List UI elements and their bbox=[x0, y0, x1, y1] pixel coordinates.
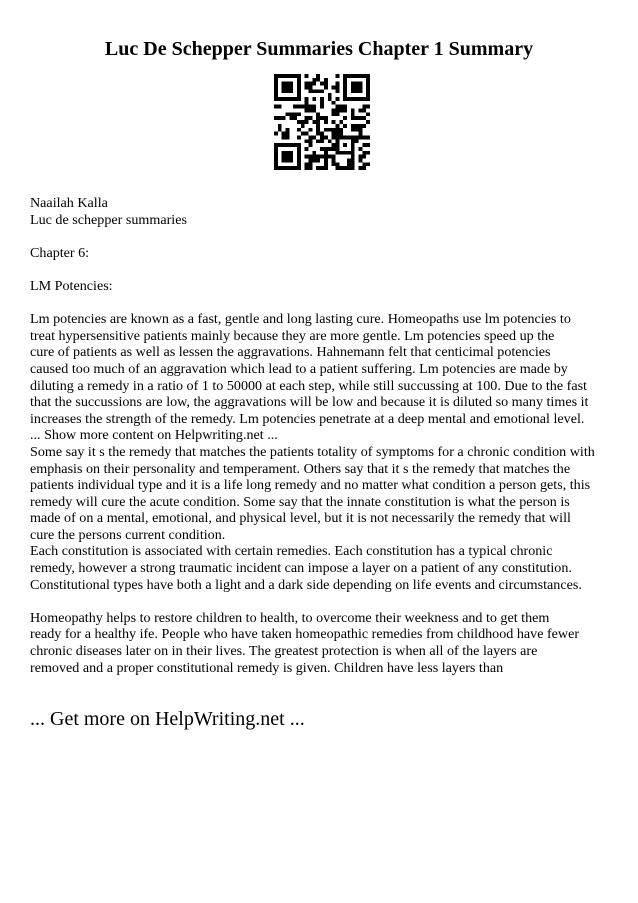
text-line: that the succussions are low, the aggravations will be low and because it is diluted so many times it bbox=[30, 394, 589, 411]
section-heading: LM Potencies: bbox=[30, 277, 113, 294]
text-line: Each constitution is associated with certain remedies. Each constitution has a typical chronic bbox=[30, 543, 553, 560]
chapter-heading: Chapter 6: bbox=[30, 244, 90, 261]
document-subtitle: Luc de schepper summaries bbox=[30, 211, 187, 228]
text-line: remedy will cure the acute condition. Some say that the innate constitution is what the person is bbox=[30, 493, 570, 510]
text-line: cure the persons current condition. bbox=[30, 526, 226, 543]
text-line: Constitutional types have both a light and a dark side depending on life events and circumstances. bbox=[30, 576, 582, 593]
text-line: treat hypersensitive patients mainly because they are more gentle. Lm potencies speed up the bbox=[30, 327, 555, 344]
paragraph-lm-potencies bbox=[30, 311, 620, 427]
paragraph-constitution-remedies bbox=[30, 543, 620, 593]
text-line: patients individual type and it is a life long remedy and no matter what condition a person gets, this bbox=[30, 477, 591, 494]
text-line: cure of patients as well as lessen the aggravations. Hahnemann felt that centicimal potencies bbox=[30, 344, 551, 361]
text-line: chronic diseases later on in their lives. The greatest protection is when all of the layers are bbox=[30, 643, 538, 660]
text-line: Homeopathy helps to restore children to health, to overcome their weekness and to get them bbox=[30, 609, 550, 626]
text-line: emphasis on their personality and temperament. Others say that it s the remedy that matches the bbox=[30, 460, 571, 477]
text-line: diluting a remedy in a ratio of 1 to 50000 at each step, while still succussing at 100. Due to the fast bbox=[30, 377, 587, 394]
text-line: made of on a mental, emotional, and physical level, but it is not necessarily the remedy that will bbox=[30, 510, 571, 527]
get-more-link[interactable]: ... Get more on HelpWriting.net ... bbox=[30, 708, 305, 730]
text-line: caused too much of an aggravation which lead to a patient suffering. Lm potencies are made by bbox=[30, 360, 568, 377]
text-line: remedy, however a strong traumatic incident can impose a layer on a patient of any constitution. bbox=[30, 560, 572, 577]
document-body bbox=[30, 195, 620, 676]
paragraph-homeopathy-children bbox=[30, 610, 620, 676]
page-title: Luc De Schepper Summaries Chapter 1 Summary bbox=[104, 38, 534, 60]
paragraph-constitution-definition bbox=[30, 444, 620, 544]
text-line: Lm potencies are known as a fast, gentle and long lasting cure. Homeopaths use lm potencies to bbox=[30, 311, 571, 328]
text-line: ready for a healthy ife. People who have taken homeopathic remedies from childhood have fewer bbox=[30, 626, 580, 643]
text-line: Some say it s the remedy that matches the patients totality of symptoms for a chronic condition with bbox=[30, 443, 595, 460]
text-line: removed and a proper constitutional remedy is given. Children have less layers than bbox=[30, 659, 504, 676]
text-line: increases the strength of the remedy. Lm potencies penetrate at a deep mental and emotional level. bbox=[30, 410, 585, 427]
qr-code-image bbox=[274, 74, 370, 170]
show-more-link[interactable]: ... Show more content on Helpwriting.net ... bbox=[30, 427, 278, 444]
author-name: Naailah Kalla bbox=[30, 195, 108, 211]
